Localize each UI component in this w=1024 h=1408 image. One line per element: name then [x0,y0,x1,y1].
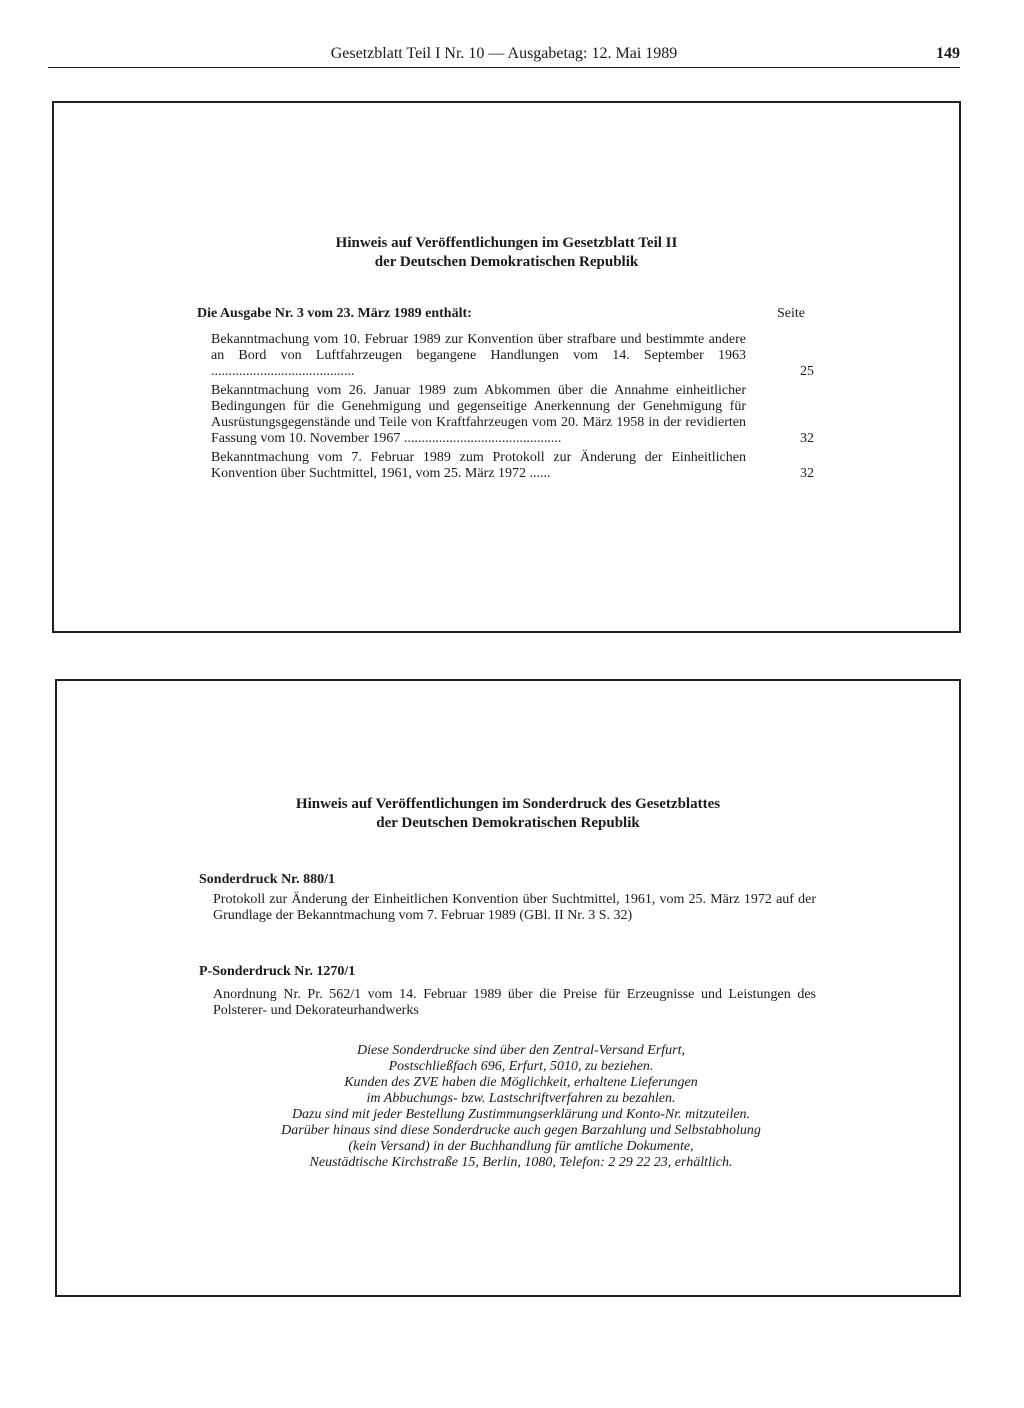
entry-text: Bekanntmachung vom 26. Januar 1989 zum Abkommen über die Annahme einheitlicher Bedingungen für die Genehmigung und gegenseitige Anerkennung der Genehmigung für Ausrüstungsgegenstände und Teile von Kraftfahrzeugen vom 20. März 1958 in der revidierten Fassung vom 10. November 1967 ............................................. [211,383,746,446]
issue-label: Die Ausgabe Nr. 3 vom 23. März 1989 enthält: [197,306,472,321]
entry-page-number: 32 [800,466,814,481]
ordering-note-line: Postschließfach 696, Erfurt, 5010, zu beziehen. [388,1059,654,1074]
header-title: Gesetzblatt Teil I Nr. 10 — Ausgabetag: 12. Mai 1989 [330,45,678,62]
heading-line-2: der Deutschen Demokratischen Republik [374,254,639,270]
entry-text: Bekanntmachung vom 10. Februar 1989 zur Konvention über strafbare und bestimmte andere an Bord von Luftfahrzeugen begangene Handlungen vom 14. September 1963 ......................................... [211,332,746,379]
list-item [211,450,816,482]
heading-line-2: der Deutschen Demokratischen Republik [376,815,640,831]
heading-line-1: Hinweis auf Veröffentlichungen im Gesetzblatt Teil II [335,235,678,251]
ordering-note-line: Neustädtische Kirchstraße 15, Berlin, 1080, Telefon: 2 29 22 23, erhältlich. [309,1155,733,1170]
ordering-note-line: Dazu sind mit jeder Bestellung Zustimmungserklärung und Konto-Nr. mitzuteilen. [291,1107,751,1122]
notice-heading [57,795,959,833]
ordering-note-line: Kunden des ZVE haben die Möglichkeit, erhaltene Lieferungen [344,1075,698,1090]
sonderdruck-description: Protokoll zur Änderung der Einheitlichen Konvention über Suchtmittel, 1961, vom 25. März 1972 auf der Grundlage der Bekanntmachung vom 7. Februar 1989 (GBl. II Nr. 3 S. 32) [213,892,816,923]
entry-text: Bekanntmachung vom 7. Februar 1989 zum Protokoll zur Änderung der Einheitlichen Konvention über Suchtmittel, 1961, vom 25. März 1972 ...... [211,450,746,481]
heading-line-1: Hinweis auf Veröffentlichungen im Sonderdruck des Gesetzblattes [295,796,721,812]
list-item [211,383,816,447]
entry-page-number: 32 [800,431,814,446]
ordering-note-line: (kein Versand) in der Buchhandlung für amtliche Dokumente, [348,1139,694,1154]
contents-list [211,332,816,485]
page-number: 149 [936,45,960,62]
sonderdruck-title: Sonderdruck Nr. 880/1 [199,872,336,887]
entry-page-number: 25 [800,364,814,379]
header-rule [48,67,960,68]
notice-heading [54,234,959,272]
page-column-label: Seite [777,306,805,321]
notice-box-gesetzblatt-teil-2 [52,101,961,633]
list-item [211,332,816,380]
ordering-note-line: Diese Sonderdrucke sind über den Zentral-Versand Erfurt, [356,1043,686,1058]
page-header [48,44,960,68]
sonderdruck-title: P-Sonderdruck Nr. 1270/1 [199,964,356,979]
ordering-note-line: Darüber hinaus sind diese Sonderdrucke auch gegen Barzahlung und Selbstabholung [281,1123,761,1138]
sonderdruck-description: Anordnung Nr. Pr. 562/1 vom 14. Februar 1989 über die Preise für Erzeugnisse und Leistungen des Polsterer- und Dekorateurhandwerks [213,987,816,1018]
notice-box-sonderdruck [55,679,961,1297]
ordering-note-line: im Abbuchungs- bzw. Lastschriftverfahren zu bezahlen. [366,1091,676,1106]
ordering-note [201,1043,841,1171]
